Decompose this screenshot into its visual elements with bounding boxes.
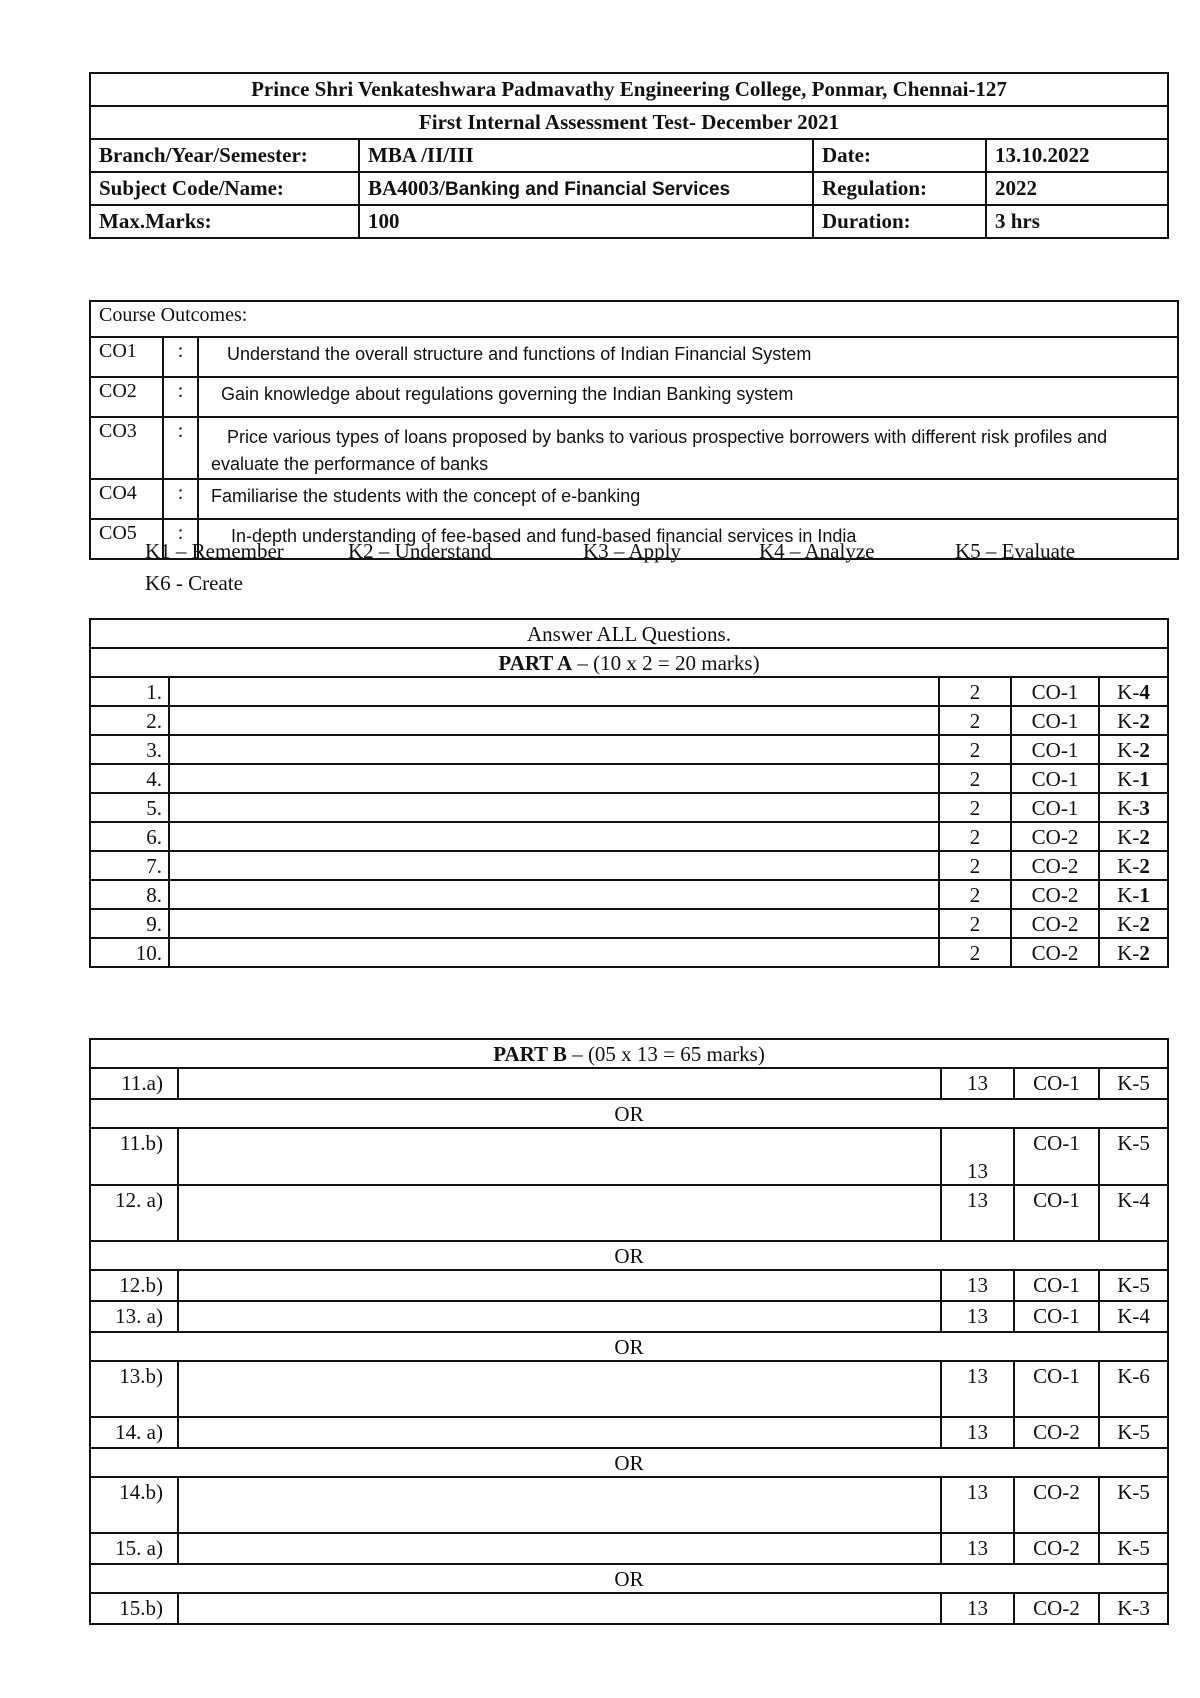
question-text <box>178 1185 941 1241</box>
question-co: CO-1 <box>1011 764 1099 793</box>
or-row <box>90 1332 1168 1361</box>
k-level: K6 - Create <box>145 571 243 595</box>
question-row <box>90 1361 1168 1417</box>
part-a-table <box>89 618 1169 968</box>
k-prefix: K- <box>1117 853 1140 878</box>
question-marks: 13 <box>941 1301 1014 1332</box>
question-k-level: K-5 <box>1099 1068 1168 1099</box>
question-k-level <box>1099 851 1168 880</box>
co-code: CO5 <box>90 519 163 559</box>
maxmarks-label: Max.Marks: <box>90 205 359 238</box>
question-marks: 13 <box>941 1128 1014 1185</box>
question-number: 6. <box>90 822 169 851</box>
k-number: 2 <box>1139 737 1150 762</box>
question-k-level <box>1099 822 1168 851</box>
question-co: CO-1 <box>1014 1185 1099 1241</box>
k-prefix: K- <box>1117 708 1140 733</box>
question-text <box>169 764 939 793</box>
question-k-level: K-5 <box>1099 1477 1168 1533</box>
question-row <box>90 1301 1168 1332</box>
duration-label: Duration: <box>813 205 986 238</box>
question-text <box>169 677 939 706</box>
part-b-marks: – (05 x 13 = 65 marks) <box>566 1041 765 1066</box>
question-text <box>178 1270 941 1301</box>
question-number: 8. <box>90 880 169 909</box>
subject-code: BA4003/ <box>368 176 446 200</box>
question-number: 2. <box>90 706 169 735</box>
k-prefix: K- <box>1117 824 1140 849</box>
test-title: First Internal Assessment Test- December 2021 <box>90 106 1168 139</box>
part-b-table <box>89 1038 1169 1625</box>
question-marks: 2 <box>939 677 1011 706</box>
question-k-level: K-6 <box>1099 1361 1168 1417</box>
question-row <box>90 1593 1168 1624</box>
subject-label: Subject Code/Name: <box>90 172 359 205</box>
question-co: CO-2 <box>1014 1533 1099 1564</box>
question-k-level: K-4 <box>1099 1185 1168 1241</box>
question-row <box>90 1270 1168 1301</box>
question-number: 14. a) <box>90 1417 178 1448</box>
question-k-level <box>1099 938 1168 967</box>
question-marks: 2 <box>939 880 1011 909</box>
k-level: K1 – Remember <box>145 539 284 563</box>
question-marks: 13 <box>941 1477 1014 1533</box>
question-row <box>90 909 1168 938</box>
knowledge-levels-legend <box>145 535 1145 599</box>
co-row <box>90 417 1178 479</box>
co-separator: : <box>163 337 198 377</box>
college-name: Prince Shri Venkateshwara Padmavathy Engineering College, Ponmar, Chennai-127 <box>90 73 1168 106</box>
question-co: CO-2 <box>1011 851 1099 880</box>
co-description: Familiarise the students with the concept of e-banking <box>198 479 1178 519</box>
question-number: 9. <box>90 909 169 938</box>
question-marks: 13 <box>941 1361 1014 1417</box>
co-row <box>90 377 1178 417</box>
question-number: 10. <box>90 938 169 967</box>
question-text <box>178 1068 941 1099</box>
subject-name: Banking and Financial Services <box>445 179 731 200</box>
question-number: 14.b) <box>90 1477 178 1533</box>
question-number: 4. <box>90 764 169 793</box>
co-code: CO4 <box>90 479 163 519</box>
question-co: CO-2 <box>1011 909 1099 938</box>
question-text <box>178 1417 941 1448</box>
question-row <box>90 1128 1168 1185</box>
k-prefix: K- <box>1117 737 1140 762</box>
question-number: 15.b) <box>90 1593 178 1624</box>
question-co: CO-2 <box>1014 1593 1099 1624</box>
question-co: CO-1 <box>1014 1128 1099 1185</box>
question-text <box>169 880 939 909</box>
co-separator: : <box>163 479 198 519</box>
question-k-level: K-5 <box>1099 1128 1168 1185</box>
co-separator: : <box>163 377 198 417</box>
question-row <box>90 706 1168 735</box>
question-marks: 2 <box>939 851 1011 880</box>
k-prefix: K- <box>1117 911 1140 936</box>
question-number: 7. <box>90 851 169 880</box>
question-marks: 2 <box>939 909 1011 938</box>
question-text <box>169 706 939 735</box>
question-k-level <box>1099 793 1168 822</box>
question-marks: 2 <box>939 764 1011 793</box>
question-co: CO-1 <box>1014 1270 1099 1301</box>
question-text <box>178 1301 941 1332</box>
question-co: CO-1 <box>1011 706 1099 735</box>
k-prefix: K- <box>1117 940 1140 965</box>
k-number: 2 <box>1139 911 1150 936</box>
question-row <box>90 764 1168 793</box>
k-number: 1 <box>1139 766 1150 791</box>
question-text <box>178 1128 941 1185</box>
subject-value <box>359 172 813 205</box>
k-number: 2 <box>1139 853 1150 878</box>
k-number: 2 <box>1139 708 1150 733</box>
or-label: OR <box>90 1099 1168 1128</box>
question-marks: 13 <box>941 1533 1014 1564</box>
question-marks: 13 <box>941 1185 1014 1241</box>
question-marks: 13 <box>941 1270 1014 1301</box>
question-co: CO-2 <box>1011 938 1099 967</box>
question-marks: 13 <box>941 1068 1014 1099</box>
question-row <box>90 1417 1168 1448</box>
question-row <box>90 880 1168 909</box>
part-b-label: PART B <box>493 1041 567 1066</box>
question-row <box>90 677 1168 706</box>
k-level: K3 – Apply <box>583 539 682 563</box>
question-text <box>169 735 939 764</box>
question-row <box>90 735 1168 764</box>
question-k-level <box>1099 880 1168 909</box>
question-co: CO-2 <box>1014 1417 1099 1448</box>
k-prefix: K- <box>1117 766 1140 791</box>
question-k-level: K-5 <box>1099 1270 1168 1301</box>
question-row <box>90 1477 1168 1533</box>
question-number: 1. <box>90 677 169 706</box>
co-row <box>90 337 1178 377</box>
question-k-level <box>1099 706 1168 735</box>
date-value: 13.10.2022 <box>986 139 1168 172</box>
date-label: Date: <box>813 139 986 172</box>
question-row <box>90 938 1168 967</box>
or-row <box>90 1564 1168 1593</box>
k-number: 3 <box>1139 795 1150 820</box>
regulation-label: Regulation: <box>813 172 986 205</box>
regulation-value: 2022 <box>986 172 1168 205</box>
course-outcomes-table <box>89 300 1179 560</box>
question-row <box>90 851 1168 880</box>
question-co: CO-1 <box>1011 677 1099 706</box>
question-k-level <box>1099 735 1168 764</box>
question-marks: 2 <box>939 822 1011 851</box>
question-marks: 2 <box>939 706 1011 735</box>
or-label: OR <box>90 1241 1168 1270</box>
question-k-level: K-3 <box>1099 1593 1168 1624</box>
question-text <box>178 1533 941 1564</box>
k-number: 2 <box>1139 824 1150 849</box>
co-row <box>90 479 1178 519</box>
k-number: 2 <box>1139 940 1150 965</box>
question-text <box>178 1477 941 1533</box>
question-k-level: K-5 <box>1099 1417 1168 1448</box>
or-row <box>90 1241 1168 1270</box>
part-b-title <box>90 1039 1168 1068</box>
branch-label: Branch/Year/Semester: <box>90 139 359 172</box>
or-row <box>90 1099 1168 1128</box>
question-number: 12.b) <box>90 1270 178 1301</box>
co-description: In-depth understanding of fee-based and fund-based financial services in India <box>198 519 1178 559</box>
question-k-level: K-5 <box>1099 1533 1168 1564</box>
question-co: CO-2 <box>1014 1477 1099 1533</box>
question-number: 11.b) <box>90 1128 178 1185</box>
co-code: CO3 <box>90 417 163 479</box>
question-row <box>90 1068 1168 1099</box>
question-marks: 13 <box>941 1417 1014 1448</box>
k-level: K4 – Analyze <box>759 539 875 563</box>
question-co: CO-1 <box>1014 1301 1099 1332</box>
co-code: CO2 <box>90 377 163 417</box>
part-a-marks: – (10 x 2 = 20 marks) <box>572 650 760 675</box>
question-marks: 2 <box>939 938 1011 967</box>
co-separator: : <box>163 417 198 479</box>
question-number: 11.a) <box>90 1068 178 1099</box>
or-row <box>90 1448 1168 1477</box>
question-co: CO-2 <box>1011 880 1099 909</box>
question-text <box>169 822 939 851</box>
question-number: 13.b) <box>90 1361 178 1417</box>
question-text <box>169 938 939 967</box>
k-prefix: K- <box>1117 795 1140 820</box>
or-label: OR <box>90 1448 1168 1477</box>
question-k-level <box>1099 677 1168 706</box>
branch-value: MBA /II/III <box>359 139 813 172</box>
question-co: CO-2 <box>1011 822 1099 851</box>
question-text <box>178 1593 941 1624</box>
question-co: CO-1 <box>1011 735 1099 764</box>
co-description: Price various types of loans proposed by banks to various prospective borrowers with different risk profiles and evaluate the performance of banks <box>198 417 1178 479</box>
or-label: OR <box>90 1332 1168 1361</box>
question-k-level: K-4 <box>1099 1301 1168 1332</box>
question-text <box>169 793 939 822</box>
k-prefix: K- <box>1117 679 1140 704</box>
question-co: CO-1 <box>1014 1068 1099 1099</box>
question-marks: 13 <box>941 1593 1014 1624</box>
question-co: CO-1 <box>1014 1361 1099 1417</box>
question-number: 12. a) <box>90 1185 178 1241</box>
co-description: Understand the overall structure and functions of Indian Financial System <box>198 337 1178 377</box>
question-number: 3. <box>90 735 169 764</box>
k-prefix: K- <box>1117 882 1140 907</box>
co-separator: : <box>163 519 198 559</box>
question-number: 13. a) <box>90 1301 178 1332</box>
k-number: 1 <box>1139 882 1150 907</box>
instruction: Answer ALL Questions. <box>90 619 1168 648</box>
header-table <box>89 72 1169 239</box>
question-text <box>169 909 939 938</box>
k-level: K2 – Understand <box>348 539 492 563</box>
co-description: Gain knowledge about regulations governing the Indian Banking system <box>198 377 1178 417</box>
question-row <box>90 822 1168 851</box>
question-marks: 2 <box>939 735 1011 764</box>
question-co: CO-1 <box>1011 793 1099 822</box>
question-number: 15. a) <box>90 1533 178 1564</box>
question-k-level <box>1099 909 1168 938</box>
co-code: CO1 <box>90 337 163 377</box>
question-marks: 2 <box>939 793 1011 822</box>
duration-value: 3 hrs <box>986 205 1168 238</box>
k-level: K5 – Evaluate <box>955 539 1076 563</box>
question-row <box>90 1185 1168 1241</box>
question-row <box>90 1533 1168 1564</box>
question-row <box>90 793 1168 822</box>
or-label: OR <box>90 1564 1168 1593</box>
question-text <box>169 851 939 880</box>
course-outcomes-title: Course Outcomes: <box>90 301 1178 337</box>
part-a-title <box>90 648 1168 677</box>
question-number: 5. <box>90 793 169 822</box>
part-a-label: PART A <box>498 650 573 675</box>
question-text <box>178 1361 941 1417</box>
question-k-level <box>1099 764 1168 793</box>
maxmarks-value: 100 <box>359 205 813 238</box>
k-number: 4 <box>1139 679 1150 704</box>
